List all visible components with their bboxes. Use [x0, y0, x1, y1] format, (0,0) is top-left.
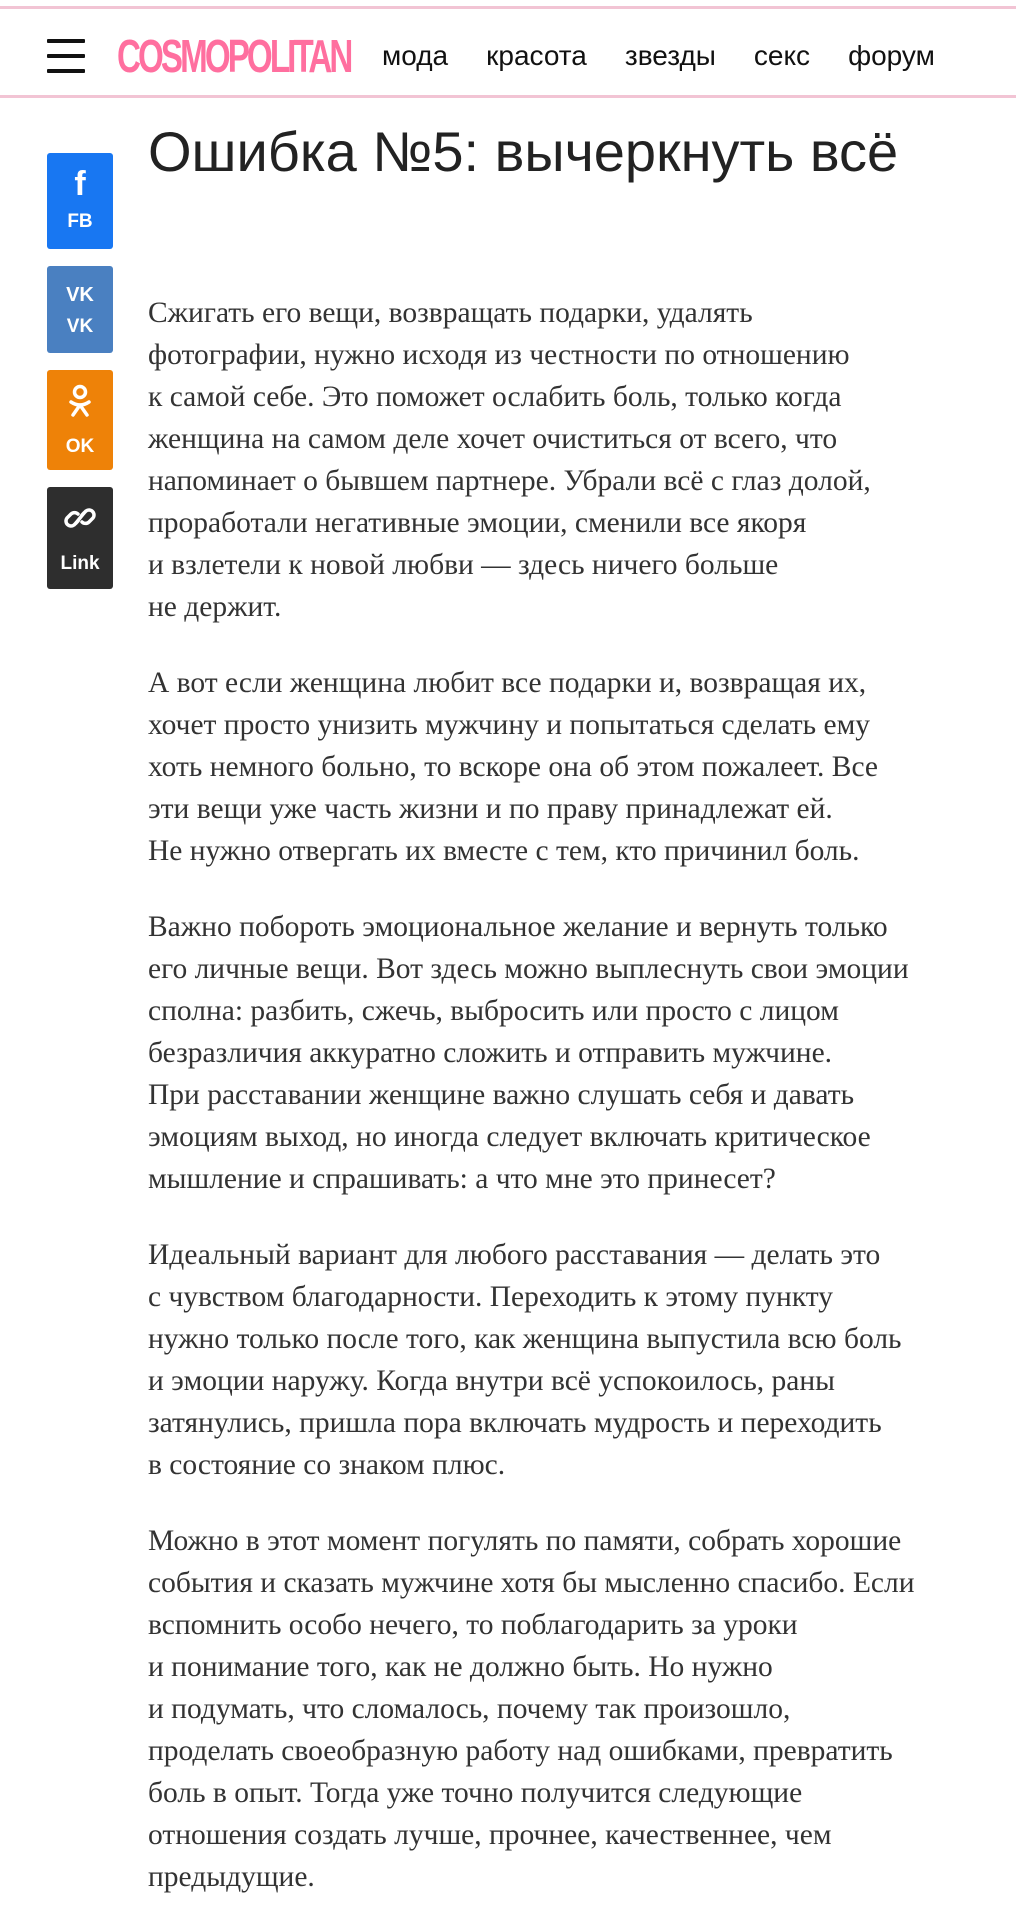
article-paragraph: [148, 906, 1008, 1200]
paragraph-line: При расставании женщине важно слушать себя и давать: [148, 1079, 855, 1111]
paragraph-line: фотографии, нужно исходя из честности по отношению: [148, 339, 850, 371]
paragraph-line: и подумать, что сломалось, почему так произошло,: [148, 1693, 791, 1725]
article-heading: Ошибка №5: вычеркнуть всё: [148, 120, 899, 183]
nav-forum[interactable]: форум: [848, 40, 935, 71]
paragraph-line: и понимание того, как не должно быть. Но нужно: [148, 1651, 773, 1683]
paragraph-line: проработали негативные эмоции, сменили все якоря: [148, 507, 807, 539]
paragraph-line: Идеальный вариант для любого расставания — делать это: [148, 1239, 881, 1271]
share-label: OK: [65, 436, 95, 457]
nav-krasota[interactable]: красота: [486, 40, 587, 71]
paragraph-line: затянулись, пришла пора включать мудрость и переходить: [148, 1407, 882, 1439]
nav-zvezdy[interactable]: звезды: [624, 40, 716, 71]
paragraph-line: Можно в этот момент погулять по памяти, собрать хорошие: [148, 1525, 902, 1557]
share-link-button[interactable]: [47, 487, 113, 589]
paragraph-line: вспомнить особо нечего, то поблагодарить за уроки: [148, 1609, 798, 1641]
cosmopolitan-logo[interactable]: COSMOPOLITAN: [117, 30, 351, 82]
vk-icon: VK: [66, 284, 94, 306]
paragraph-line: женщина на самом деле хочет очиститься от всего, что: [148, 423, 838, 455]
paragraph-line: предыдущие.: [148, 1861, 315, 1893]
paragraph-line: Сжигать его вещи, возвращать подарки, удалять: [148, 297, 753, 329]
paragraph-line: напоминает о бывшем партнере. Убрали всё с глаз долой,: [148, 465, 871, 497]
paragraph-line: эмоциям выход, но иногда следует включать критическое: [148, 1121, 871, 1153]
paragraph-line: с чувством благодарности. Переходить к этому пункту: [148, 1281, 834, 1313]
paragraph-line: мышление и спрашивать: а что мне это принесет?: [148, 1163, 776, 1195]
paragraph-line: нужно только после того, как женщина выпустила всю боль: [148, 1323, 902, 1355]
paragraph-line: безразличия аккуратно сложить и отправить мужчине.: [148, 1037, 833, 1069]
paragraph-line: эти вещи уже часть жизни и по праву принадлежат ей.: [148, 793, 833, 825]
article-paragraph: [148, 1520, 1008, 1898]
paragraph-line: Важно побороть эмоциональное желание и вернуть только: [148, 911, 888, 943]
menu-icon[interactable]: [47, 39, 85, 73]
paragraph-line: отношения создать лучше, прочнее, качественнее, чем: [148, 1819, 832, 1851]
share-vk-button[interactable]: [47, 266, 113, 353]
link-icon: [47, 501, 113, 543]
site-header: [0, 6, 1016, 98]
article-paragraph: [148, 1234, 1008, 1486]
share-ok-button[interactable]: [47, 370, 113, 470]
paragraph-line: А вот если женщина любит все подарки и, возвращая их,: [148, 667, 867, 699]
paragraph-line: и эмоции наружу. Когда внутри всё успокоилось, раны: [148, 1365, 835, 1397]
article-paragraph: [148, 662, 1008, 872]
paragraph-line: проделать своеобразную работу над ошибками, превратить: [148, 1735, 893, 1767]
share-label: Link: [60, 553, 100, 574]
share-label: FB: [67, 211, 93, 232]
paragraph-line: не держит.: [148, 591, 282, 623]
paragraph-line: события и сказать мужчине хотя бы мысленно спасибо. Если: [148, 1567, 915, 1599]
facebook-icon: f: [74, 165, 86, 203]
paragraph-line: в состояние со знаком плюс.: [148, 1449, 506, 1481]
paragraph-line: Не нужно отвергать их вместе с тем, кто причинил боль.: [148, 835, 860, 867]
article-body: [148, 292, 1008, 1932]
paragraph-line: боль в опыт. Тогда уже точно получится следующие: [148, 1777, 803, 1809]
paragraph-line: к самой себе. Это поможет ослабить боль, только когда: [148, 381, 842, 413]
paragraph-line: его личные вещи. Вот здесь можно выплеснуть свои эмоции: [148, 953, 909, 985]
paragraph-line: хоть немного больно, то вскоре она об этом пожалеет. Все: [148, 751, 879, 783]
article-paragraph: [148, 292, 1008, 628]
main-nav: [382, 36, 973, 76]
paragraph-line: сполна: разбить, сжечь, выбросить или просто с лицом: [148, 995, 839, 1027]
nav-seks[interactable]: секс: [753, 40, 811, 71]
nav-moda[interactable]: мода: [382, 40, 449, 71]
share-facebook-button[interactable]: [47, 153, 113, 249]
odnoklassniki-icon: [47, 384, 113, 426]
share-label: VK: [66, 316, 94, 337]
paragraph-line: и взлетели к новой любви — здесь ничего больше: [148, 549, 779, 581]
paragraph-line: хочет просто унизить мужчину и попытаться сделать ему: [148, 709, 871, 741]
